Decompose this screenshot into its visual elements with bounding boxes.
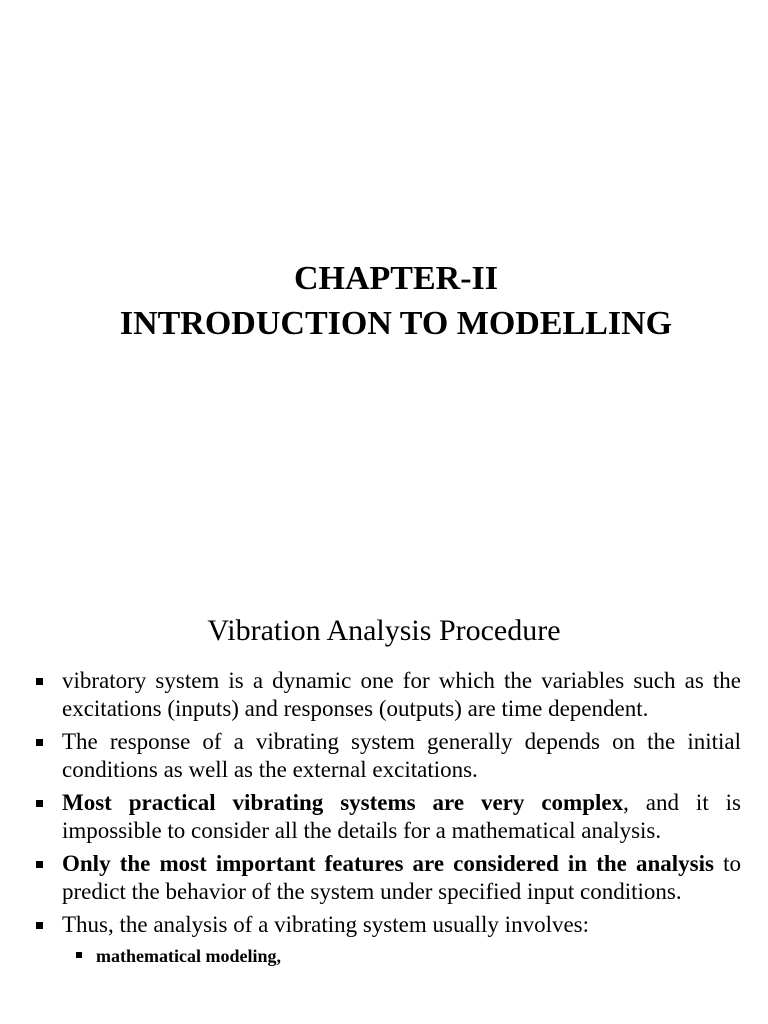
chapter-number: CHAPTER-II [293,260,499,297]
bullet-bold-text: Only the most important features are considered in the analysis [62,851,714,876]
bullet-text: The response of a vibrating system generally depends on the initial conditions as well as the external excitations. [62,729,741,782]
bullet-bold-text: Most practical vibrating systems are very complex [62,790,624,815]
bullet-text: to predict the behavior of the system under specified input conditions. [62,851,741,904]
square-bullet-icon [36,800,43,807]
sub-bullet-text: mathematical modeling, [96,946,281,966]
square-bullet-icon [36,922,43,929]
chapter-name: INTRODUCTION TO MODELLING [119,305,673,342]
bullet-item [62,728,741,784]
square-bullet-icon [36,739,43,746]
bullet-text: Thus, the analysis of a vibrating system usually involves: [62,912,590,937]
chapter-title [0,256,768,346]
bullet-text: vibratory system is a dynamic one for which the variables such as the excitations (inputs) and responses (outputs) are time dependent. [62,668,741,721]
bullet-list [0,667,768,968]
bullet-item [62,789,741,845]
square-bullet-icon [36,861,43,868]
sub-bullet-item [96,944,768,968]
bullet-item [62,911,741,939]
square-bullet-icon [76,952,82,958]
square-bullet-icon [36,678,43,685]
bullet-item [62,850,741,906]
section-heading: Vibration Analysis Procedure [207,614,561,647]
bullet-text: , and it is impossible to consider all the details for a mathematical analysis. [62,790,741,843]
bullet-item [62,667,741,723]
